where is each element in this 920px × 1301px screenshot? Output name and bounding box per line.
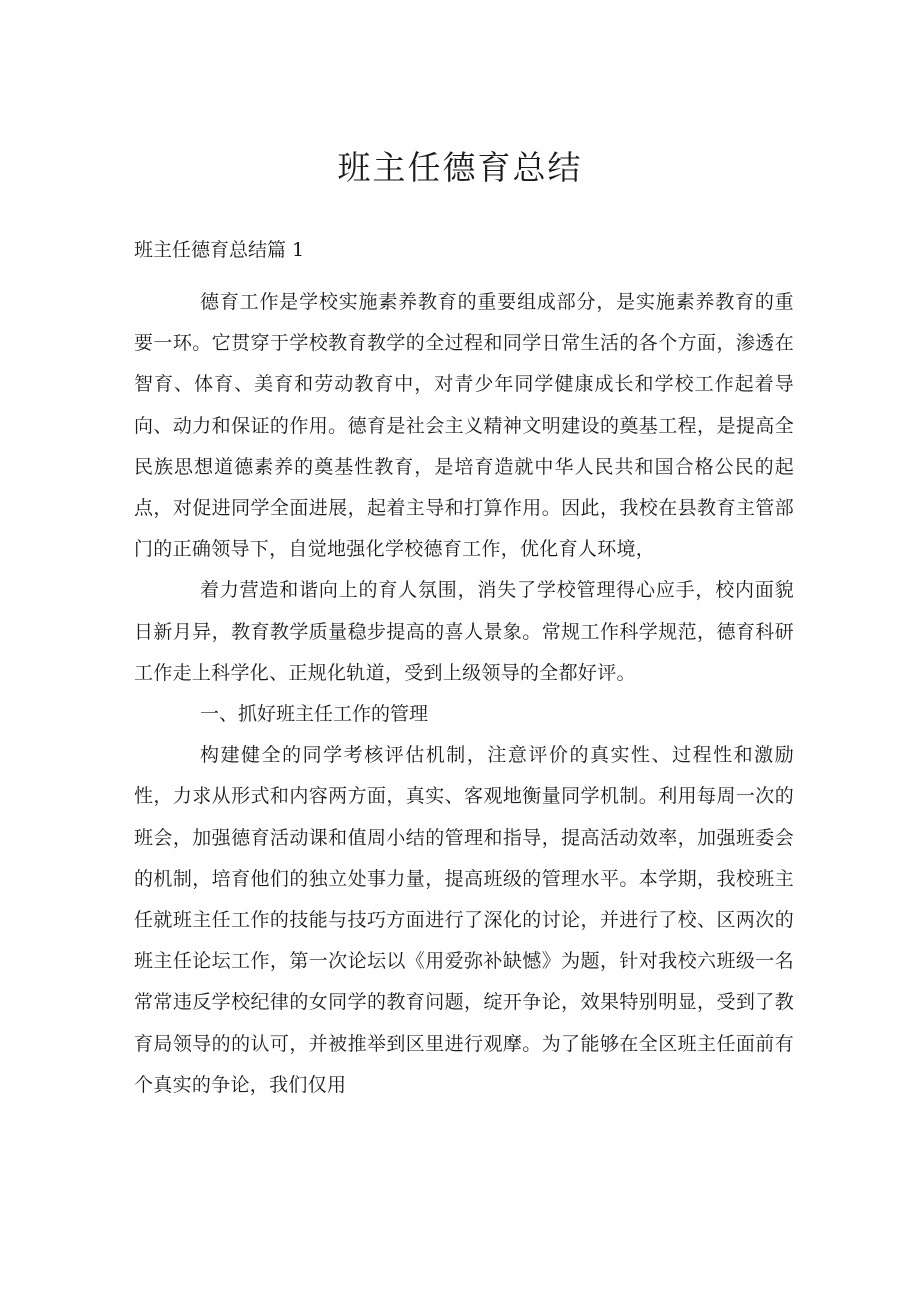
subheading: 一、抓好班主任工作的管理: [200, 703, 429, 726]
paragraph: 构建健全的同学考核评估机制，注意评价的真实性、过程性和激励性，力求从形式和内容两方面，真实、客观地衡量同学机制。利用每周一次的班会，加强德育活动课和值周小结的管理和指导，提高活动效率，加强班委会的机制，培育他们的独立处事力量，提高班级的管理水平。本学期，我校班主任就班主任工作的技能与技巧方面进行了深化的讨论，并进行了校、区两次的班主任论坛工作，第一次论坛以《用爱弥补缺憾》为题，针对我校六班级一名常常违反学校纪律的女同学的教育问题，绽开争论，效果特别明显，受到了教育局领导的的认可，并被推举到区里进行观摩。为了能够在全区班主任面前有个真实的争论，我们仅用: [134, 744, 794, 1096]
document-body: [134, 282, 794, 1106]
section-heading: 班主任德育总结篇 1: [134, 239, 305, 261]
paragraph: 着力营造和谐向上的育人氛围，消失了学校管理得心应手，校内面貌日新月异，教育教学质量稳步提高的喜人景象。常规工作科学规范，德育科研工作走上科学化、正规化轨道，受到上级领导的全都好评。: [134, 579, 794, 684]
document-title: 班主任德育总结: [337, 148, 583, 187]
paragraph: 德育工作是学校实施素养教育的重要组成部分，是实施素养教育的重要一环。它贯穿于学校教育教学的全过程和同学日常生活的各个方面，渗透在智育、体育、美育和劳动教育中，对青少年同学健康成长和学校工作起着导向、动力和保证的作用。德育是社会主义精神文明建设的奠基工程，是提高全民族思想道德素养的奠基性教育，是培育造就中华人民共和国合格公民的起点，对促进同学全面进展，起着主导和打算作用。因此，我校在县教育主管部门的正确领导下，自觉地强化学校德育工作，优化育人环境，: [134, 291, 794, 561]
